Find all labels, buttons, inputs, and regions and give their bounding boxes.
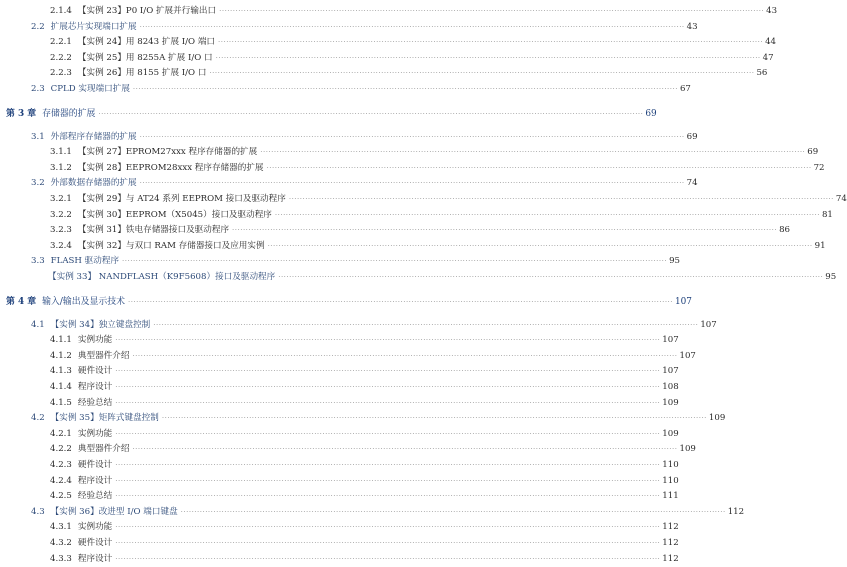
entry-number: 4.2 (31, 413, 45, 424)
entry-number: 第 4 章 (6, 296, 37, 307)
entry-title: 程序设计 (77, 382, 113, 392)
entry-title: 典型器件介绍 (77, 444, 130, 455)
entry-number: 4.1.2 (50, 350, 72, 361)
page-number: 108 (662, 382, 679, 392)
dot-leader: ········································································································································································································ (266, 163, 812, 172)
entry-title: 【实例 32】与双口 RAM 存储器接口及应用实例 (77, 240, 265, 251)
page-number: 44 (765, 37, 776, 48)
page-number: 69 (686, 131, 698, 142)
dot-leader: ········································································································································································································ (132, 445, 678, 454)
page-number: 74 (686, 178, 698, 189)
entry-number: 4.2.2 (50, 444, 72, 455)
entry-title: 【实例 26】用 8155 扩展 I/O 口 (77, 68, 207, 79)
entry-title: 典型器件介绍 (77, 350, 130, 361)
page-number: 109 (708, 413, 726, 424)
toc-entry (50, 239, 826, 251)
entry-number: 2.2.1 (50, 37, 72, 48)
entry-title: 【实例 35】矩阵式键盘控制 (50, 413, 159, 424)
page-number: 109 (662, 428, 679, 439)
entry-number: 3.2 (31, 178, 45, 189)
page-number: 109 (679, 444, 696, 455)
entry-title: 实例功能 (77, 335, 113, 346)
entry-title: 经验总结 (77, 397, 113, 408)
dot-leader: ········································································································································································································ (115, 539, 661, 547)
entry-title: 存储器的扩展 (42, 108, 96, 119)
page-number: 91 (814, 240, 826, 251)
dot-leader: ········································································································································································································ (139, 179, 685, 188)
toc-entry (50, 192, 847, 204)
entry-title: 【实例 34】独立键盘控制 (50, 319, 151, 330)
page-number: 95 (669, 256, 681, 267)
entry-number: 4.1.1 (50, 335, 72, 346)
dot-leader: ········································································································································································································ (122, 257, 668, 266)
toc-entry (50, 380, 679, 392)
page-number: 112 (662, 522, 679, 533)
entry-title: 【实例 30】EEPROM（X5045）接口及驱动程序 (77, 209, 272, 220)
dot-leader: ········································································································································································································ (115, 461, 661, 469)
entry-number: 4.2.5 (50, 491, 72, 502)
dot-leader: ········································································································································································································ (132, 351, 678, 360)
dot-leader: ········································································································································································································ (115, 367, 661, 376)
toc-entry (50, 396, 679, 408)
entry-number: 4.2.3 (50, 460, 72, 470)
entry-title: 硬件设计 (77, 366, 113, 377)
page-number: 69 (645, 108, 657, 119)
entry-number: 4.2.4 (50, 475, 72, 486)
toc-entry (50, 35, 776, 48)
dot-leader: ········································································································································································································ (115, 476, 661, 485)
entry-number: 3.2.1 (50, 194, 72, 204)
page-number: 109 (662, 397, 679, 408)
page-number: 67 (679, 84, 691, 94)
page-number: 110 (662, 475, 679, 486)
entry-title: 【实例 29】与 AT24 系列 EEPROM 接口及驱动程序 (77, 194, 286, 204)
page-number: 95 (825, 272, 837, 282)
entry-number: 2.2.3 (50, 68, 72, 79)
dot-leader: ········································································································································································································ (115, 383, 661, 391)
entry-number: 4.1.4 (50, 382, 72, 392)
entry-title: 【实例 23】P0 I/O 扩展并行输出口 (77, 6, 217, 16)
dot-leader: ········································································································································································································ (115, 554, 661, 563)
page-number: 56 (756, 68, 768, 79)
entry-number: 4.1 (31, 319, 45, 330)
entry-title: FLASH 驱动程序 (50, 256, 120, 267)
dot-leader: ········································································································································································································ (132, 85, 678, 93)
page-number: 107 (679, 350, 696, 361)
dot-leader: ········································································································································································································ (180, 507, 726, 516)
toc-entry (50, 51, 774, 63)
dot-leader: ········································································································································································································ (267, 241, 813, 250)
entry-number: 2.3 (31, 84, 45, 94)
page-number: 111 (662, 491, 679, 502)
entry-title: 外部程序存储器的扩展 (50, 131, 137, 142)
toc-entry (50, 536, 679, 548)
toc-entry (31, 318, 717, 330)
entry-title: 【实例 36】改进型 I/O 端口键盘 (50, 506, 178, 517)
entry-title: 外部数据存储器的扩展 (50, 178, 137, 189)
page-number: 43 (686, 21, 698, 32)
entry-title: 【实例 25】用 8255A 扩展 I/O 口 (77, 52, 213, 63)
entry-title: 经验总结 (77, 491, 113, 502)
entry-number: 2.1.4 (50, 6, 72, 16)
page-number: 107 (662, 335, 679, 346)
dot-leader: ········································································································································································································ (161, 414, 707, 423)
entry-title: 程序设计 (77, 475, 113, 486)
toc-entry (50, 4, 778, 16)
entry-title: CPLD 实现端口扩展 (50, 84, 130, 94)
dot-leader: ········································································································································································································ (115, 492, 661, 501)
page-number: 112 (727, 506, 745, 517)
toc-entry (50, 458, 679, 470)
entry-title: 输入/输出及显示技术 (42, 296, 125, 307)
page-number: 112 (662, 553, 679, 564)
entry-title: 【实例 24】用 8243 扩展 I/O 端口 (77, 37, 216, 48)
page-number: 112 (662, 538, 679, 548)
toc-entry (31, 130, 698, 142)
entry-title: 【实例 28】EEPROM28xxx 程序存储器的扩展 (77, 162, 264, 173)
toc-entry (50, 427, 679, 439)
page-number: 107 (662, 366, 679, 377)
entry-number: 4.3.2 (50, 538, 72, 548)
entry-number: 第 3 章 (6, 108, 37, 119)
toc-entry (50, 66, 768, 79)
toc-entry (31, 82, 691, 94)
toc-entry (31, 505, 745, 517)
toc-chapter-entry (6, 106, 657, 119)
toc-entry (50, 333, 679, 346)
page-number: 74 (835, 194, 847, 204)
entry-number: 3.2.2 (50, 209, 72, 220)
toc-entry (50, 223, 791, 236)
entry-title: 硬件设计 (77, 538, 113, 548)
toc-entry (50, 489, 679, 502)
entry-title: 实例功能 (77, 428, 113, 439)
dot-leader: ········································································································································································································ (278, 273, 824, 281)
page-number: 72 (813, 162, 825, 173)
toc-entry (50, 145, 819, 158)
dot-leader: ········································································································································································································ (139, 22, 685, 31)
dot-leader: ········································································································································································································ (115, 336, 661, 345)
toc-entry (50, 520, 679, 533)
dot-leader: ········································································································································································································ (260, 148, 806, 157)
toc-entry (48, 270, 837, 282)
page-number: 47 (762, 52, 774, 63)
entry-number: 4.3.3 (50, 553, 72, 564)
dot-leader: ········································································································································································································ (115, 429, 661, 438)
toc-entry (31, 176, 698, 189)
entry-title: 【实例 27】EPROM27xxx 程序存储器的扩展 (77, 147, 258, 158)
entry-number: 2.2 (31, 21, 45, 32)
page-number: 81 (821, 209, 833, 220)
entry-number: 4.2.1 (50, 428, 72, 439)
entry-title: 扩展芯片实现端口扩展 (50, 21, 137, 32)
toc-chapter-entry (6, 294, 692, 307)
toc-entry (50, 161, 825, 173)
page-number: 86 (779, 225, 791, 236)
dot-leader: ········································································································································································································ (219, 7, 765, 15)
dot-leader: ········································································································································································································ (98, 109, 644, 118)
entry-number: 3.1 (31, 131, 45, 142)
page-number: 69 (807, 147, 819, 158)
page-number: 107 (675, 296, 692, 307)
dot-leader: ········································································································································································································ (215, 53, 761, 62)
toc-entry (50, 474, 679, 486)
dot-leader: ········································································································································································································ (153, 320, 699, 329)
toc-entry (50, 208, 833, 220)
dot-leader: ········································································································································································································ (127, 297, 674, 306)
dot-leader: ········································································································································································································ (274, 210, 820, 219)
page-number: 107 (700, 319, 717, 330)
dot-leader: ········································································································································································································ (139, 132, 685, 141)
entry-number: 2.2.2 (50, 52, 72, 63)
entry-title: 硬件设计 (77, 460, 113, 470)
entry-title: 【实例 31】铁电存储器接口及驱动程序 (77, 225, 230, 236)
dot-leader: ········································································································································································································ (115, 523, 661, 532)
toc-entry (50, 364, 679, 377)
toc-entry (50, 442, 696, 455)
dot-leader: ········································································································································································································ (209, 69, 755, 78)
toc-entry (50, 349, 696, 361)
toc-entry (31, 254, 681, 267)
entry-number: 3.3 (31, 256, 45, 267)
toc-entry (50, 552, 679, 564)
entry-title: 实例功能 (77, 522, 113, 533)
page-number: 110 (662, 460, 679, 470)
dot-leader: ········································································································································································································ (115, 398, 661, 407)
toc-entry (31, 411, 726, 424)
dot-leader: ········································································································································································································ (232, 226, 778, 235)
entry-number: 4.3 (31, 506, 45, 517)
dot-leader: ········································································································································································································ (288, 195, 834, 203)
entry-number: 3.2.4 (50, 240, 72, 251)
entry-number: 3.1.1 (50, 147, 72, 158)
entry-number: 4.1.5 (50, 397, 72, 408)
dot-leader: ········································································································································································································ (218, 38, 764, 47)
toc-entry (31, 20, 698, 32)
entry-title: 【实例 33】 NANDFLASH（K9F5608）接口及驱动程序 (48, 272, 276, 282)
entry-number: 4.3.1 (50, 522, 72, 533)
entry-number: 4.1.3 (50, 366, 72, 377)
entry-number: 3.2.3 (50, 225, 72, 236)
page-number: 43 (766, 6, 778, 16)
entry-title: 程序设计 (77, 553, 113, 564)
entry-number: 3.1.2 (50, 162, 72, 173)
